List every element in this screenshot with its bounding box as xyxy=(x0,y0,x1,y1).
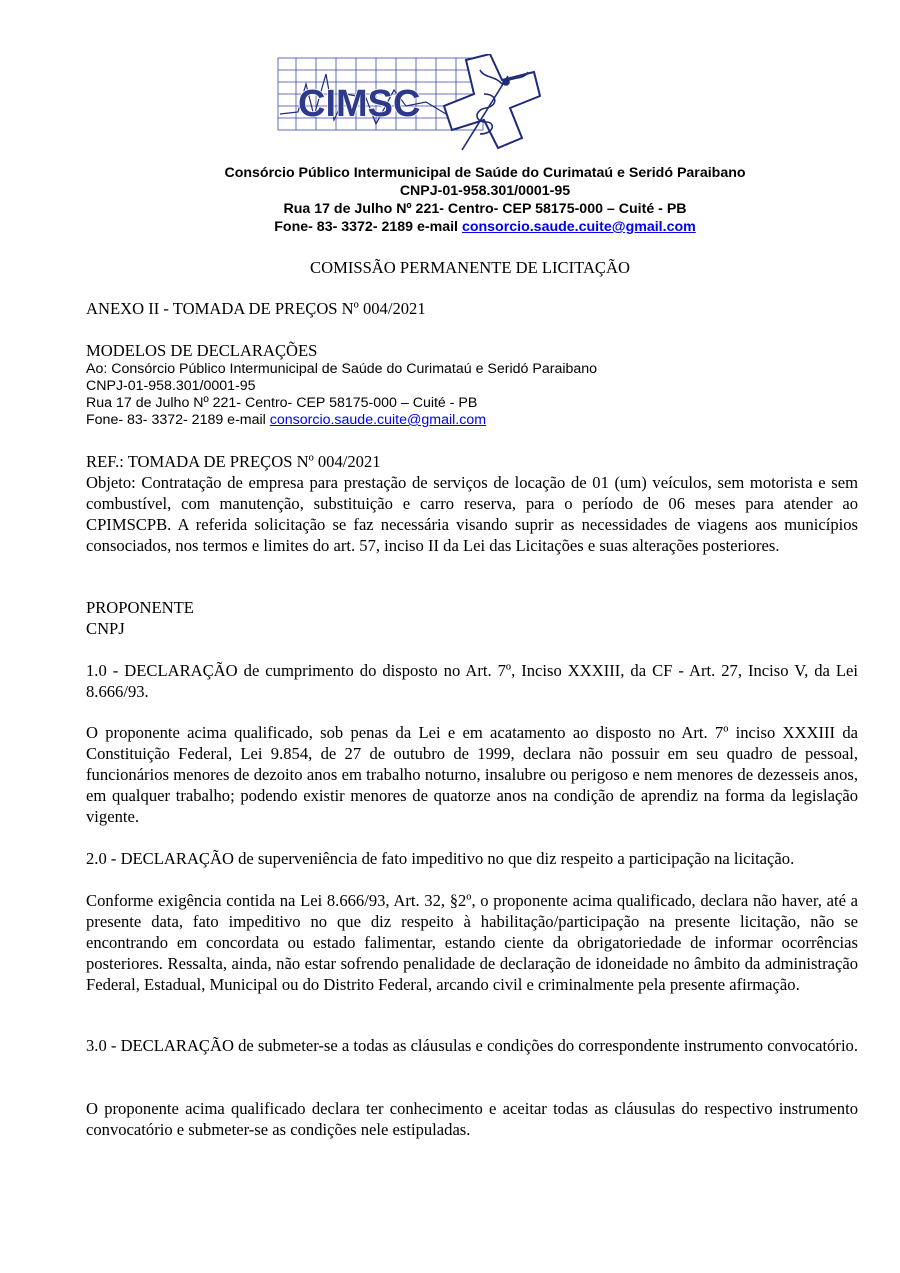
models-cnpj: CNPJ-01-958.301/0001-95 xyxy=(86,378,256,394)
models-title: MODELOS DE DECLARAÇÕES xyxy=(86,341,318,360)
letterhead xyxy=(0,164,900,236)
models-to: Ao: Consórcio Público Intermunicipal de Saúde do Curimataú e Seridó Paraibano xyxy=(86,361,598,377)
header-phone: Fone- 83- 3372- 2189 e-mail xyxy=(274,219,462,235)
models-contact xyxy=(86,412,858,429)
declaration-1-body: O proponente acima qualificado, sob penas da Lei e em acatamento ao disposto no Art. 7º inciso XXXIII da Constituição Federal, Lei 9.854, de 27 de outubro de 1999, declara não possuir em seu quadro de pessoal, funcionários menores de dezoito anos em trabalho noturno, insalubre ou perigoso e nem menores de dezesseis anos, em qualquer trabalho; podendo existir menores de quatorze anos na condição de aprendiz na forma da legislação vigente. xyxy=(86,723,858,826)
header-cnpj: CNPJ-01-958.301/0001-95 xyxy=(399,183,571,199)
declaration-2-title: 2.0 - DECLARAÇÃO de superveniência de fato impeditivo no que diz respeito a participação na licitação. xyxy=(86,849,795,868)
header-org-name: Consórcio Público Intermunicipal de Saúde do Curimataú e Seridó Paraibano xyxy=(224,165,746,181)
reference-block xyxy=(86,451,858,556)
declaration-2-body: Conforme exigência contida na Lei 8.666/93, Art. 32, §2º, o proponente acima qualificado, declara não haver, até a presente data, fato impeditivo no que diz respeito à habilitação/participação na presente licitação, não se encontrando em concordata ou estado falimentar, estando ciente da obrigatoriedade de informar ocorrências posteriores. Ressalta, ainda, não estar sofrendo penalidade de declaração de idoneidade no âmbito da administração Federal, Estadual, Municipal ou do Distrito Federal, arcando civil e criminalmente pela presente afirmação. xyxy=(86,891,858,994)
object-paragraph: Objeto: Contratação de empresa para prestação de serviços de locação de 01 (um) veículos, sem motorista e sem combustível, com manutenção, substituição e carro reserva, para o período de 06 meses para atender ao CPIMSCPB. A referida solicitação se faz necessária visando suprir as necessidades de viagens aos municípios consociados, nos termos e limites do art. 57, inciso II da Lei das Licitações e suas alterações posteriores. xyxy=(86,473,858,555)
proponent-label: PROPONENTE xyxy=(86,598,194,617)
reference-title: REF.: TOMADA DE PREÇOS Nº 004/2021 xyxy=(86,452,381,471)
header-address: Rua 17 de Julho Nº 221- Centro- CEP 58175-000 – Cuité - PB xyxy=(283,201,687,217)
declaration-3-body: O proponente acima qualificado declara ter conhecimento e aceitar todas as cláusulas do respectivo instrumento convocatório e submeter-se as condições nele estipuladas. xyxy=(86,1099,858,1139)
proponent-cnpj-label: CNPJ xyxy=(86,619,125,638)
models-block xyxy=(86,340,858,429)
header-email-link[interactable]: consorcio.saude.cuite@gmail.com xyxy=(461,219,696,235)
annex-title: ANEXO II - TOMADA DE PREÇOS Nº 004/2021 xyxy=(86,299,426,318)
declaration-3-title: 3.0 - DECLARAÇÃO de submeter-se a todas as cláusulas e condições do correspondente instrumento convocatório. xyxy=(86,1036,858,1055)
declaration-1-title: 1.0 - DECLARAÇÃO de cumprimento do disposto no Art. 7º, Inciso XXXIII, da CF - Art. 27, Inciso V, da Lei 8.666/93. xyxy=(86,661,858,701)
models-phone: Fone- 83- 3372- 2189 e-mail xyxy=(86,412,270,428)
proponent-block xyxy=(86,597,858,639)
header-contact xyxy=(0,218,900,236)
cimsc-logo xyxy=(276,54,541,164)
logo-text: CIMSC xyxy=(298,83,421,125)
commission-title: COMISSÃO PERMANENTE DE LICITAÇÃO xyxy=(310,258,630,277)
models-address: Rua 17 de Julho Nº 221- Centro- CEP 58175-000 – Cuité - PB xyxy=(86,395,478,411)
models-email-link[interactable]: consorcio.saude.cuite@gmail.com xyxy=(269,412,487,428)
